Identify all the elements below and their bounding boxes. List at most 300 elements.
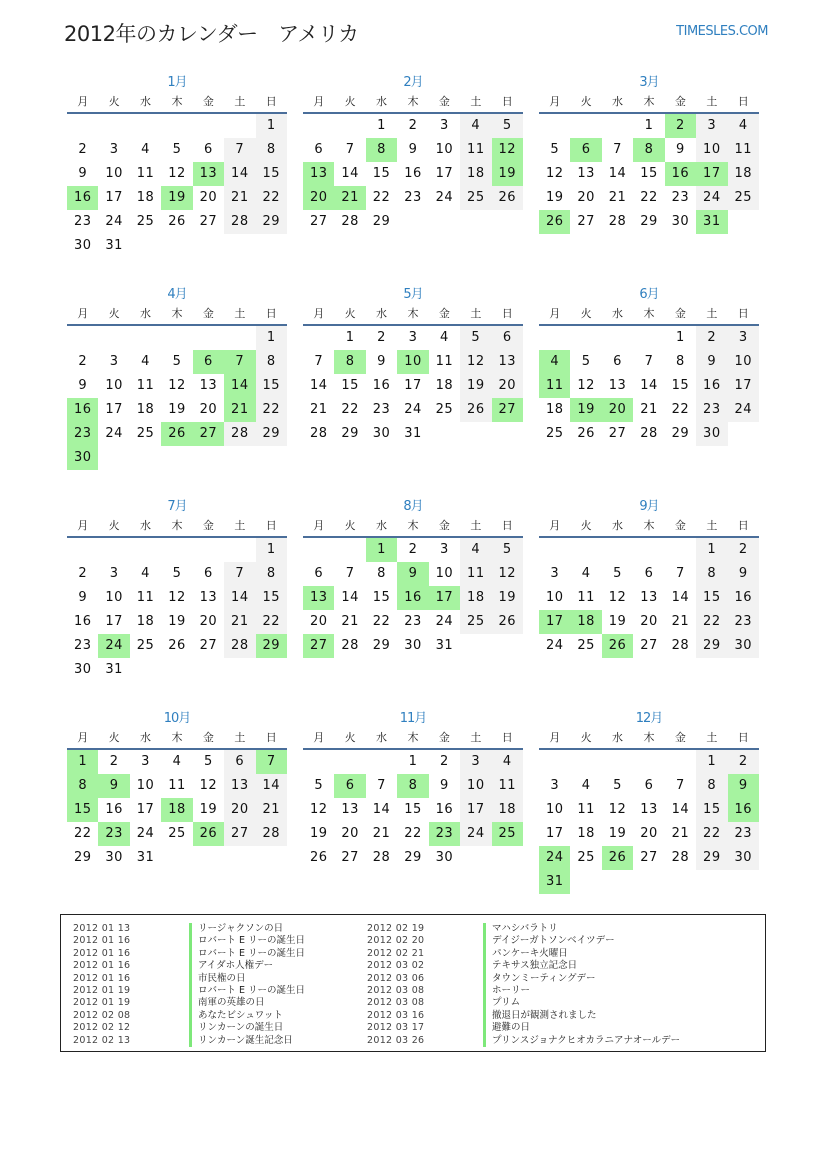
- day-cell[interactable]: 19: [168, 402, 186, 417]
- day-cell[interactable]: 3: [696, 114, 727, 138]
- day-cell[interactable]: 2: [440, 754, 449, 769]
- day-cell[interactable]: 15: [671, 378, 690, 393]
- day-cell[interactable]: 20: [492, 374, 523, 398]
- holiday-day-cell[interactable]: 26: [602, 846, 633, 870]
- day-cell[interactable]: 25: [460, 186, 491, 210]
- day-cell[interactable]: 20: [640, 826, 658, 841]
- day-cell[interactable]: 18: [136, 402, 155, 417]
- day-cell[interactable]: 11: [577, 802, 595, 817]
- holiday-day-cell[interactable]: 16: [665, 162, 696, 186]
- day-cell[interactable]: 5: [204, 754, 213, 769]
- day-cell[interactable]: 27: [640, 638, 658, 653]
- day-cell[interactable]: 24: [105, 426, 123, 441]
- holiday-day-cell[interactable]: 23: [98, 822, 129, 846]
- day-cell[interactable]: 13: [341, 802, 359, 817]
- day-cell[interactable]: 19: [199, 802, 218, 817]
- day-cell[interactable]: 9: [78, 590, 88, 605]
- holiday-day-cell[interactable]: 19: [570, 398, 601, 422]
- site-logo[interactable]: TIMESLES.COM: [676, 24, 768, 39]
- day-cell[interactable]: 14: [608, 166, 627, 181]
- holiday-day-cell[interactable]: 26: [161, 422, 192, 446]
- day-cell[interactable]: 18: [728, 162, 759, 186]
- day-cell[interactable]: 5: [581, 354, 591, 369]
- day-cell[interactable]: 14: [372, 802, 391, 817]
- day-cell[interactable]: 29: [372, 638, 391, 653]
- day-cell[interactable]: 5: [172, 142, 182, 157]
- day-cell[interactable]: 3: [141, 754, 150, 769]
- day-cell[interactable]: 25: [577, 850, 595, 865]
- day-cell[interactable]: 24: [696, 186, 727, 210]
- day-cell[interactable]: 9: [440, 778, 449, 793]
- day-cell[interactable]: 12: [577, 378, 595, 393]
- day-cell[interactable]: 10: [460, 774, 491, 798]
- day-cell[interactable]: 23: [404, 614, 422, 629]
- day-cell[interactable]: 23: [372, 402, 391, 417]
- day-cell[interactable]: 24: [404, 402, 422, 417]
- day-cell[interactable]: 11: [136, 590, 155, 605]
- day-cell[interactable]: 29: [671, 426, 690, 441]
- day-cell[interactable]: 26: [492, 186, 523, 210]
- day-cell[interactable]: 21: [640, 402, 658, 417]
- day-cell[interactable]: 21: [224, 186, 255, 210]
- day-cell[interactable]: 12: [168, 590, 186, 605]
- holiday-day-cell[interactable]: 7: [224, 350, 255, 374]
- holiday-day-cell[interactable]: 21: [224, 398, 255, 422]
- day-cell[interactable]: 6: [314, 142, 324, 157]
- day-cell[interactable]: 25: [460, 610, 491, 634]
- day-cell[interactable]: 27: [341, 850, 359, 865]
- day-cell[interactable]: 9: [78, 378, 88, 393]
- day-cell[interactable]: 17: [105, 614, 123, 629]
- day-cell[interactable]: 25: [545, 426, 564, 441]
- day-cell[interactable]: 31: [105, 238, 123, 253]
- holiday-day-cell[interactable]: 6: [193, 350, 224, 374]
- holiday-day-cell[interactable]: 19: [492, 162, 523, 186]
- day-cell[interactable]: 23: [404, 190, 422, 205]
- day-cell[interactable]: 27: [577, 214, 595, 229]
- day-cell[interactable]: 10: [435, 566, 454, 581]
- day-cell[interactable]: 29: [73, 850, 92, 865]
- day-cell[interactable]: 15: [256, 162, 287, 186]
- day-cell[interactable]: 28: [309, 426, 328, 441]
- day-cell[interactable]: 13: [640, 802, 658, 817]
- day-cell[interactable]: 18: [435, 378, 454, 393]
- day-cell[interactable]: 29: [404, 850, 422, 865]
- day-cell[interactable]: 19: [608, 614, 627, 629]
- day-cell[interactable]: 2: [78, 566, 88, 581]
- day-cell[interactable]: 4: [581, 566, 591, 581]
- day-cell[interactable]: 21: [372, 826, 391, 841]
- day-cell[interactable]: 21: [341, 614, 359, 629]
- day-cell[interactable]: 11: [168, 778, 186, 793]
- day-cell[interactable]: 29: [341, 426, 359, 441]
- day-cell[interactable]: 22: [640, 190, 658, 205]
- day-cell[interactable]: 30: [671, 214, 690, 229]
- day-cell[interactable]: 10: [105, 166, 123, 181]
- day-cell[interactable]: 14: [671, 590, 690, 605]
- day-cell[interactable]: 30: [696, 422, 727, 446]
- day-cell[interactable]: 29: [256, 422, 287, 446]
- day-cell[interactable]: 2: [408, 542, 418, 557]
- day-cell[interactable]: 17: [404, 378, 422, 393]
- day-cell[interactable]: 9: [676, 142, 685, 157]
- day-cell[interactable]: 12: [608, 590, 627, 605]
- day-cell[interactable]: 14: [671, 802, 690, 817]
- day-cell[interactable]: 17: [460, 798, 491, 822]
- day-cell[interactable]: 10: [545, 802, 564, 817]
- day-cell[interactable]: 17: [435, 166, 454, 181]
- holiday-day-cell[interactable]: 13: [193, 162, 224, 186]
- holiday-day-cell[interactable]: 9: [98, 774, 129, 798]
- day-cell[interactable]: 14: [224, 586, 255, 610]
- day-cell[interactable]: 27: [199, 214, 218, 229]
- day-cell[interactable]: 6: [314, 566, 324, 581]
- day-cell[interactable]: 2: [728, 750, 759, 774]
- day-cell[interactable]: 9: [408, 142, 418, 157]
- day-cell[interactable]: 29: [372, 214, 391, 229]
- day-cell[interactable]: 18: [460, 162, 491, 186]
- day-cell[interactable]: 28: [341, 638, 359, 653]
- day-cell[interactable]: 15: [640, 166, 658, 181]
- day-cell[interactable]: 4: [728, 114, 759, 138]
- holiday-day-cell[interactable]: 27: [303, 634, 334, 658]
- day-cell[interactable]: 20: [341, 826, 359, 841]
- day-cell[interactable]: 5: [492, 114, 523, 138]
- holiday-day-cell[interactable]: 21: [334, 186, 365, 210]
- day-cell[interactable]: 4: [460, 114, 491, 138]
- holiday-day-cell[interactable]: 17: [696, 162, 727, 186]
- day-cell[interactable]: 18: [492, 798, 523, 822]
- day-cell[interactable]: 23: [728, 822, 759, 846]
- day-cell[interactable]: 13: [577, 166, 595, 181]
- day-cell[interactable]: 3: [109, 566, 119, 581]
- day-cell[interactable]: 7: [613, 142, 622, 157]
- day-cell[interactable]: 26: [460, 398, 491, 422]
- day-cell[interactable]: 8: [256, 562, 287, 586]
- holiday-day-cell[interactable]: 14: [224, 374, 255, 398]
- day-cell[interactable]: 31: [136, 850, 155, 865]
- day-cell[interactable]: 19: [608, 826, 627, 841]
- holiday-day-cell[interactable]: 16: [67, 186, 98, 210]
- day-cell[interactable]: 3: [550, 566, 560, 581]
- day-cell[interactable]: 28: [224, 634, 255, 658]
- day-cell[interactable]: 3: [550, 778, 560, 793]
- day-cell[interactable]: 7: [676, 778, 685, 793]
- day-cell[interactable]: 7: [644, 354, 654, 369]
- day-cell[interactable]: 19: [545, 190, 564, 205]
- day-cell[interactable]: 14: [341, 166, 359, 181]
- day-cell[interactable]: 7: [314, 354, 324, 369]
- day-cell[interactable]: 20: [199, 614, 218, 629]
- day-cell[interactable]: 27: [640, 850, 658, 865]
- day-cell[interactable]: 31: [105, 662, 123, 677]
- day-cell[interactable]: 12: [545, 166, 564, 181]
- day-cell[interactable]: 4: [141, 566, 150, 581]
- day-cell[interactable]: 23: [73, 214, 92, 229]
- day-cell[interactable]: 30: [404, 638, 422, 653]
- holiday-day-cell[interactable]: 10: [397, 350, 428, 374]
- day-cell[interactable]: 24: [105, 214, 123, 229]
- day-cell[interactable]: 22: [372, 614, 391, 629]
- day-cell[interactable]: 30: [105, 850, 123, 865]
- holiday-day-cell[interactable]: 8: [67, 774, 98, 798]
- day-cell[interactable]: 8: [377, 566, 386, 581]
- day-cell[interactable]: 20: [640, 614, 658, 629]
- day-cell[interactable]: 15: [256, 586, 287, 610]
- day-cell[interactable]: 25: [435, 402, 454, 417]
- holiday-day-cell[interactable]: 1: [67, 750, 98, 774]
- day-cell[interactable]: 13: [608, 378, 627, 393]
- day-cell[interactable]: 18: [136, 190, 155, 205]
- day-cell[interactable]: 23: [696, 398, 727, 422]
- day-cell[interactable]: 5: [172, 354, 182, 369]
- holiday-day-cell[interactable]: 31: [696, 210, 727, 234]
- day-cell[interactable]: 20: [577, 190, 595, 205]
- day-cell[interactable]: 24: [545, 638, 564, 653]
- day-cell[interactable]: 4: [581, 778, 591, 793]
- day-cell[interactable]: 10: [696, 138, 727, 162]
- day-cell[interactable]: 2: [78, 354, 88, 369]
- day-cell[interactable]: 21: [671, 614, 690, 629]
- day-cell[interactable]: 26: [168, 638, 186, 653]
- holiday-day-cell[interactable]: 7: [256, 750, 287, 774]
- day-cell[interactable]: 21: [309, 402, 328, 417]
- day-cell[interactable]: 16: [372, 378, 391, 393]
- day-cell[interactable]: 30: [73, 662, 92, 677]
- day-cell[interactable]: 17: [105, 190, 123, 205]
- holiday-day-cell[interactable]: 6: [570, 138, 601, 162]
- day-cell[interactable]: 5: [460, 326, 491, 350]
- day-cell[interactable]: 11: [460, 138, 491, 162]
- day-cell[interactable]: 7: [224, 562, 255, 586]
- day-cell[interactable]: 7: [377, 778, 386, 793]
- day-cell[interactable]: 19: [492, 586, 523, 610]
- day-cell[interactable]: 23: [728, 610, 759, 634]
- day-cell[interactable]: 18: [460, 586, 491, 610]
- day-cell[interactable]: 18: [136, 614, 155, 629]
- day-cell[interactable]: 19: [460, 374, 491, 398]
- day-cell[interactable]: 16: [728, 586, 759, 610]
- day-cell[interactable]: 21: [671, 826, 690, 841]
- day-cell[interactable]: 1: [256, 326, 287, 350]
- day-cell[interactable]: 22: [696, 610, 727, 634]
- day-cell[interactable]: 11: [460, 562, 491, 586]
- day-cell[interactable]: 5: [492, 538, 523, 562]
- day-cell[interactable]: 11: [492, 774, 523, 798]
- day-cell[interactable]: 27: [199, 638, 218, 653]
- day-cell[interactable]: 12: [168, 166, 186, 181]
- day-cell[interactable]: 2: [377, 330, 386, 345]
- day-cell[interactable]: 22: [256, 186, 287, 210]
- day-cell[interactable]: 1: [345, 330, 355, 345]
- day-cell[interactable]: 13: [640, 590, 658, 605]
- holiday-day-cell[interactable]: 16: [67, 398, 98, 422]
- day-cell[interactable]: 28: [341, 214, 359, 229]
- holiday-day-cell[interactable]: 17: [539, 610, 570, 634]
- day-cell[interactable]: 28: [640, 426, 658, 441]
- holiday-day-cell[interactable]: 25: [492, 822, 523, 846]
- day-cell[interactable]: 22: [341, 402, 359, 417]
- day-cell[interactable]: 1: [644, 118, 654, 133]
- day-cell[interactable]: 12: [608, 802, 627, 817]
- day-cell[interactable]: 14: [640, 378, 658, 393]
- day-cell[interactable]: 24: [460, 822, 491, 846]
- day-cell[interactable]: 27: [608, 426, 627, 441]
- holiday-day-cell[interactable]: 29: [256, 634, 287, 658]
- day-cell[interactable]: 2: [408, 118, 418, 133]
- day-cell[interactable]: 13: [199, 590, 218, 605]
- day-cell[interactable]: 28: [372, 850, 391, 865]
- day-cell[interactable]: 30: [728, 846, 759, 870]
- day-cell[interactable]: 20: [199, 190, 218, 205]
- day-cell[interactable]: 12: [309, 802, 328, 817]
- day-cell[interactable]: 2: [78, 142, 88, 157]
- day-cell[interactable]: 10: [435, 142, 454, 157]
- day-cell[interactable]: 10: [545, 590, 564, 605]
- day-cell[interactable]: 28: [671, 638, 690, 653]
- day-cell[interactable]: 24: [728, 398, 759, 422]
- holiday-day-cell[interactable]: 8: [334, 350, 365, 374]
- day-cell[interactable]: 8: [256, 138, 287, 162]
- day-cell[interactable]: 15: [372, 590, 391, 605]
- day-cell[interactable]: 22: [404, 826, 422, 841]
- day-cell[interactable]: 5: [314, 778, 324, 793]
- day-cell[interactable]: 29: [696, 634, 727, 658]
- day-cell[interactable]: 6: [613, 354, 622, 369]
- day-cell[interactable]: 26: [309, 850, 328, 865]
- day-cell[interactable]: 1: [696, 538, 727, 562]
- holiday-day-cell[interactable]: 4: [539, 350, 570, 374]
- holiday-day-cell[interactable]: 1: [366, 538, 397, 562]
- day-cell[interactable]: 29: [256, 210, 287, 234]
- holiday-day-cell[interactable]: 11: [539, 374, 570, 398]
- day-cell[interactable]: 1: [676, 330, 685, 345]
- day-cell[interactable]: 25: [136, 638, 155, 653]
- day-cell[interactable]: 13: [492, 350, 523, 374]
- day-cell[interactable]: 8: [696, 774, 727, 798]
- day-cell[interactable]: 10: [105, 590, 123, 605]
- holiday-day-cell[interactable]: 12: [492, 138, 523, 162]
- day-cell[interactable]: 24: [136, 826, 155, 841]
- day-cell[interactable]: 20: [309, 614, 328, 629]
- day-cell[interactable]: 20: [224, 798, 255, 822]
- day-cell[interactable]: 21: [608, 190, 627, 205]
- day-cell[interactable]: 1: [696, 750, 727, 774]
- holiday-day-cell[interactable]: 31: [539, 870, 570, 894]
- day-cell[interactable]: 16: [435, 802, 454, 817]
- day-cell[interactable]: 21: [224, 610, 255, 634]
- day-cell[interactable]: 11: [577, 590, 595, 605]
- day-cell[interactable]: 16: [105, 802, 123, 817]
- day-cell[interactable]: 5: [550, 142, 560, 157]
- holiday-day-cell[interactable]: 18: [161, 798, 192, 822]
- holiday-day-cell[interactable]: 8: [397, 774, 428, 798]
- day-cell[interactable]: 1: [256, 114, 287, 138]
- day-cell[interactable]: 3: [440, 542, 449, 557]
- day-cell[interactable]: 30: [435, 850, 454, 865]
- holiday-day-cell[interactable]: 27: [193, 422, 224, 446]
- day-cell[interactable]: 27: [224, 822, 255, 846]
- day-cell[interactable]: 11: [136, 378, 155, 393]
- day-cell[interactable]: 6: [204, 566, 213, 581]
- day-cell[interactable]: 18: [545, 402, 564, 417]
- day-cell[interactable]: 22: [696, 822, 727, 846]
- day-cell[interactable]: 2: [696, 326, 727, 350]
- holiday-day-cell[interactable]: 23: [429, 822, 460, 846]
- day-cell[interactable]: 22: [256, 398, 287, 422]
- day-cell[interactable]: 13: [224, 774, 255, 798]
- day-cell[interactable]: 23: [671, 190, 690, 205]
- day-cell[interactable]: 9: [377, 354, 386, 369]
- day-cell[interactable]: 25: [577, 638, 595, 653]
- day-cell[interactable]: 28: [224, 422, 255, 446]
- day-cell[interactable]: 8: [256, 350, 287, 374]
- day-cell[interactable]: 3: [109, 354, 119, 369]
- holiday-day-cell[interactable]: 30: [67, 446, 98, 470]
- day-cell[interactable]: 14: [341, 590, 359, 605]
- day-cell[interactable]: 12: [460, 350, 491, 374]
- holiday-day-cell[interactable]: 24: [539, 846, 570, 870]
- day-cell[interactable]: 25: [136, 214, 155, 229]
- day-cell[interactable]: 26: [492, 610, 523, 634]
- day-cell[interactable]: 12: [492, 562, 523, 586]
- day-cell[interactable]: 24: [435, 190, 454, 205]
- day-cell[interactable]: 27: [309, 214, 328, 229]
- day-cell[interactable]: 1: [408, 754, 418, 769]
- day-cell[interactable]: 13: [199, 378, 218, 393]
- day-cell[interactable]: 28: [671, 850, 690, 865]
- day-cell[interactable]: 29: [640, 214, 658, 229]
- day-cell[interactable]: 22: [73, 826, 92, 841]
- day-cell[interactable]: 16: [404, 166, 422, 181]
- day-cell[interactable]: 9: [696, 350, 727, 374]
- day-cell[interactable]: 15: [341, 378, 359, 393]
- day-cell[interactable]: 3: [728, 326, 759, 350]
- day-cell[interactable]: 15: [256, 374, 287, 398]
- holiday-day-cell[interactable]: 20: [303, 186, 334, 210]
- day-cell[interactable]: 4: [172, 754, 182, 769]
- day-cell[interactable]: 30: [728, 634, 759, 658]
- day-cell[interactable]: 22: [372, 190, 391, 205]
- day-cell[interactable]: 11: [136, 166, 155, 181]
- day-cell[interactable]: 12: [199, 778, 218, 793]
- day-cell[interactable]: 4: [492, 750, 523, 774]
- holiday-day-cell[interactable]: 26: [539, 210, 570, 234]
- day-cell[interactable]: 26: [577, 426, 595, 441]
- day-cell[interactable]: 30: [73, 238, 92, 253]
- holiday-day-cell[interactable]: 8: [366, 138, 397, 162]
- day-cell[interactable]: 16: [73, 614, 92, 629]
- day-cell[interactable]: 10: [105, 378, 123, 393]
- holiday-day-cell[interactable]: 19: [161, 186, 192, 210]
- day-cell[interactable]: 5: [172, 566, 182, 581]
- holiday-day-cell[interactable]: 9: [728, 774, 759, 798]
- day-cell[interactable]: 23: [73, 638, 92, 653]
- day-cell[interactable]: 15: [372, 166, 391, 181]
- day-cell[interactable]: 1: [377, 118, 386, 133]
- day-cell[interactable]: 25: [136, 426, 155, 441]
- day-cell[interactable]: 6: [224, 750, 255, 774]
- day-cell[interactable]: 14: [256, 774, 287, 798]
- holiday-day-cell[interactable]: 17: [429, 586, 460, 610]
- day-cell[interactable]: 12: [168, 378, 186, 393]
- holiday-day-cell[interactable]: 18: [570, 610, 601, 634]
- day-cell[interactable]: 4: [460, 538, 491, 562]
- holiday-day-cell[interactable]: 16: [728, 798, 759, 822]
- holiday-day-cell[interactable]: 2: [665, 114, 696, 138]
- day-cell[interactable]: 19: [168, 614, 186, 629]
- holiday-day-cell[interactable]: 16: [397, 586, 428, 610]
